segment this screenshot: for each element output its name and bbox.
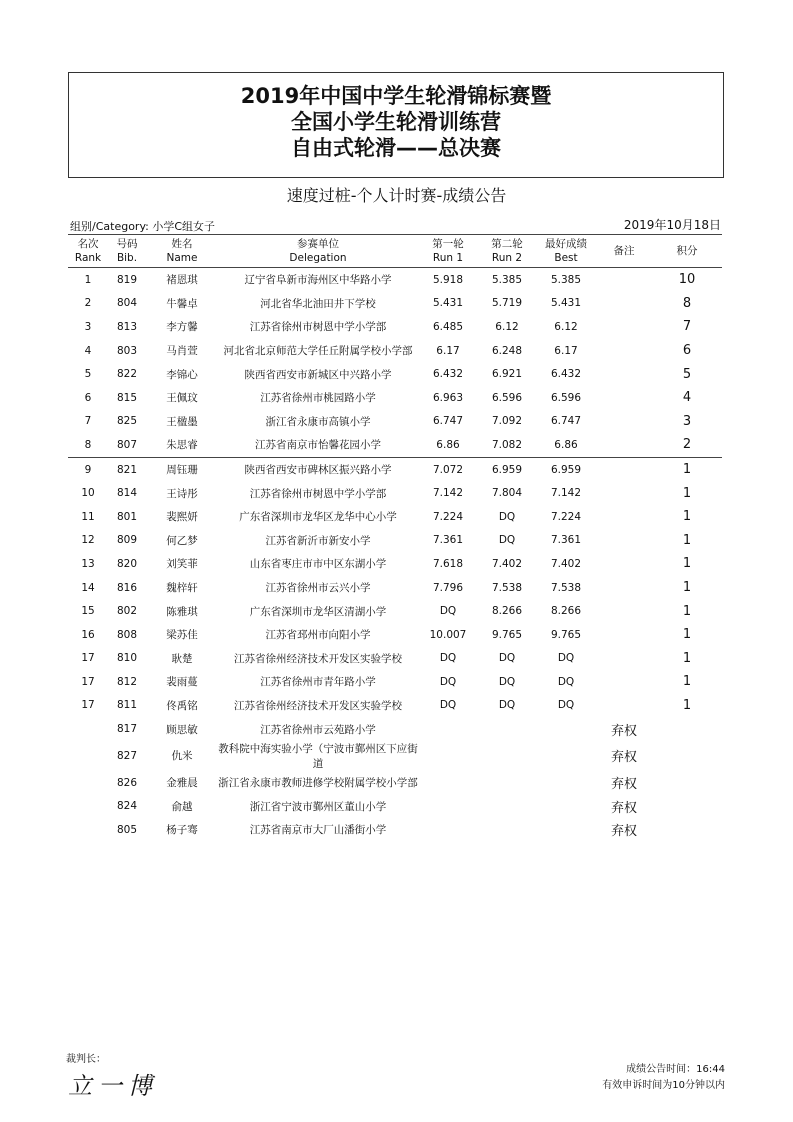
cell-delegation: 江苏省徐州市桃园路小学 [260,392,376,405]
cell-remark [596,362,652,386]
cell-best [536,771,596,795]
cell-rank: 17 [81,652,95,665]
cell-delegation: 江苏省徐州经济技术开发区实验学校 [234,652,402,665]
header-best: 最好成绩 Best [536,235,596,268]
cell-bib: 801 [116,510,138,523]
header-bib: 号码 Bib. [108,235,146,268]
cell-run2: DQ [498,675,516,688]
table-row [68,599,722,623]
cell-rank: 17 [81,699,95,712]
cell-name: 周钰珊 [166,464,198,477]
cell-rank: 12 [81,534,95,547]
cell-best: DQ [557,652,575,665]
cell-points [652,771,722,795]
cell-name: 俞越 [171,800,193,813]
category: 组别/Category: 小学C组女子 [70,220,216,233]
cell-best: DQ [557,699,575,712]
table-row [68,481,722,505]
cell-name: 佟禹铭 [166,699,198,712]
cell-delegation: 江苏省徐州市青年路小学 [260,676,376,689]
cell-run2: DQ [498,699,516,712]
cell-points: 3 [682,413,692,429]
cell-bib: 820 [116,557,138,570]
cell-remark [596,315,652,339]
cell-rank: 11 [81,510,95,523]
cell-name: 牛馨卓 [166,297,198,310]
results-table [68,234,722,842]
cell-delegation: 河北省北京师范大学任丘附属学校小学部 [223,345,413,358]
cell-remark: 弃权 [610,800,637,816]
header-rank: 名次 Rank [68,235,108,268]
cell-delegation: 广东省深圳市龙华区龙华中心小学 [239,511,397,524]
cell-run2: 9.765 [491,628,523,641]
cell-name: 李锦心 [166,368,198,381]
cell-delegation: 江苏省徐州经济技术开发区实验学校 [234,699,402,712]
title-line-1: 2019年中国中学生轮滑锦标赛暨 [240,84,552,108]
cell-delegation: 辽宁省阜新市海州区中华路小学 [244,274,392,287]
cell-run1: 6.747 [432,415,464,428]
cell-name: 王楹墨 [166,415,198,428]
cell-name: 耿楚 [171,652,193,665]
table-row [68,670,722,694]
cell-delegation: 江苏省徐州市树恩中学小学部 [249,321,387,334]
footer-notes [602,1062,725,1094]
cell-rank: 2 [84,297,92,310]
cell-best: 6.596 [550,391,582,404]
cell-delegation: 浙江省永康市高镇小学 [265,415,371,428]
cell-delegation: 江苏省徐州市云苑路小学 [260,723,376,736]
cell-points: 1 [682,603,692,619]
table-row [68,433,722,457]
cell-name: 何乙梦 [166,534,198,547]
cell-points: 1 [682,532,692,548]
cell-delegation: 陕西省西安市新城区中兴路小学 [244,368,392,381]
cell-run1 [418,818,478,842]
cell-rank: 14 [81,581,95,594]
cell-delegation: 广东省深圳市龙华区清湖小学 [249,605,387,618]
cell-name: 陈雅琪 [166,605,198,618]
table-header [68,235,722,268]
cell-run1: 6.485 [432,320,464,333]
judge-label: 裁判长： [66,1054,106,1065]
header-delegation: 参赛单位 Delegation [218,235,418,268]
cell-bib: 827 [116,749,138,762]
cell-delegation: 江苏省南京市大厂山潘街小学 [249,824,387,837]
cell-bib: 826 [116,776,138,789]
cell-points: 5 [682,366,692,382]
cell-best: 5.431 [550,297,582,310]
cell-run2: 7.538 [491,581,523,594]
cell-points: 8 [682,295,692,311]
cell-best: 8.266 [550,605,582,618]
cell-best: 7.361 [550,534,582,547]
cell-points: 1 [682,674,692,690]
cell-run1: 6.963 [432,391,464,404]
cell-name: 李方馨 [166,321,198,334]
cell-best: 7.142 [550,487,582,500]
cell-name: 王佩玟 [166,392,198,405]
cell-rank: 17 [81,675,95,688]
cell-remark [596,623,652,647]
cell-best [536,818,596,842]
cell-run2: 8.266 [491,605,523,618]
title-line-3: 自由式轮滑——总决赛 [291,136,501,160]
cell-bib: 812 [116,675,138,688]
cell-run2: 6.921 [491,368,523,381]
table-row [68,818,722,842]
cell-run2 [478,818,536,842]
cell-bib: 813 [116,320,138,333]
cell-rank: 7 [84,415,92,428]
cell-rank: 9 [84,463,92,476]
cell-remark [596,433,652,457]
table-row [68,292,722,316]
cell-name: 裴熙妍 [166,511,198,524]
cell-bib: 804 [116,297,138,310]
cell-delegation: 江苏省新沂市新安小学 [265,534,371,547]
cell-points: 2 [652,433,722,457]
cell-run1: DQ [439,605,457,618]
cell-best: 5.385 [550,273,582,286]
cell-bib: 817 [116,723,138,736]
cell-points [652,741,722,771]
cell-bib: 809 [116,534,138,547]
cell-points: 1 [682,580,692,596]
cell-run1: 5.918 [432,273,464,286]
cell-run1: 7.796 [432,581,464,594]
cell-run1: 7.142 [432,487,464,500]
table-row [68,410,722,434]
cell-points: 10 [678,272,696,288]
cell-remark [596,552,652,576]
header-points: 积分 [652,235,722,268]
header-name: 姓名 Name [146,235,218,268]
cell-bib: 821 [116,463,138,476]
cell-run1 [418,794,478,818]
cell-run1: 7.361 [432,534,464,547]
cell-points: 1 [682,650,692,666]
cell-remark [596,576,652,600]
cell-remark [596,386,652,410]
cell-run1: 5.431 [432,297,464,310]
cell-best [536,794,596,818]
cell-best: 7.224 [550,510,582,523]
cell-best: 6.12 [554,320,578,333]
cell-remark [596,339,652,363]
table-row [68,694,722,718]
cell-run2: DQ [498,652,516,665]
table-row [68,339,722,363]
cell-delegation: 教科院中海实验小学（宁波市鄞州区下应街道 [218,742,418,770]
cell-bib: 825 [116,415,138,428]
cell-bib: 807 [108,433,146,457]
cell-run1 [418,717,478,741]
cell-best [536,717,596,741]
date: 2019年10月18日 [623,218,721,232]
table-row [68,576,722,600]
cell-remark [596,410,652,434]
cell-rank: 4 [84,344,92,357]
cell-points: 1 [682,697,692,713]
cell-points: 1 [682,627,692,643]
cell-rank: 6 [84,391,92,404]
cell-name: 金雅晨 [166,777,198,790]
cell-remark: 弃权 [610,750,637,766]
cell-run2: 7.092 [491,415,523,428]
cell-run2: 6.248 [491,344,523,357]
cell-run2: 7.082 [478,433,536,457]
cell-run1: DQ [439,675,457,688]
cell-run2: 7.804 [491,487,523,500]
cell-rank: 10 [81,487,95,500]
cell-name: 马肖萱 [166,345,198,358]
table-row [68,362,722,386]
cell-best: DQ [557,675,575,688]
cell-bib: 824 [116,800,138,813]
cell-best: 6.747 [550,415,582,428]
cell-run1: 6.17 [436,344,460,357]
cell-best: 6.432 [550,368,582,381]
cell-rank: 5 [84,368,92,381]
cell-run2: 7.402 [491,557,523,570]
cell-remark [596,647,652,671]
cell-points: 1 [682,462,692,478]
cell-best: 7.402 [550,557,582,570]
cell-name: 顾思敏 [166,723,198,736]
table-row [68,268,722,292]
cell-delegation: 陕西省西安市碑林区振兴路小学 [244,464,392,477]
cell-run2: 6.12 [495,320,519,333]
table-row [68,794,722,818]
cell-name: 王诗彤 [166,487,198,500]
table-row [68,386,722,410]
cell-rank: 8 [68,433,108,457]
cell-run1: 7.072 [432,463,464,476]
cell-remark [596,529,652,553]
cell-best: 7.538 [550,581,582,594]
cell-run2: 5.719 [491,297,523,310]
cell-run2: 6.596 [491,391,523,404]
table-row [68,771,722,795]
table-row [68,741,722,771]
cell-name: 魏梓轩 [166,582,198,595]
cell-run1: 7.224 [432,510,464,523]
cell-remark [596,694,652,718]
table-row [68,505,722,529]
cell-name: 杨子骞 [166,824,198,837]
cell-bib: 808 [116,628,138,641]
header-run1: 第一轮 Run 1 [418,235,478,268]
cell-run2: DQ [498,510,516,523]
header-run2: 第二轮 Run 2 [478,235,536,268]
cell-best: 9.765 [550,628,582,641]
cell-bib: 815 [116,391,138,404]
cell-run1 [418,741,478,771]
cell-remark [596,292,652,316]
cell-run2 [478,794,536,818]
cell-delegation: 江苏省南京市怡馨花园小学 [218,433,418,457]
table-row [68,529,722,553]
cell-bib: 802 [116,605,138,618]
announce-time: 成绩公告时间：16:44 [626,1064,725,1075]
cell-rank: 13 [81,557,95,570]
cell-name: 仇米 [171,750,193,763]
cell-points: 6 [682,343,692,359]
cell-delegation: 浙江省永康市教师进修学校附属学校小学部 [218,777,418,790]
title-line-2: 全国小学生轮滑训练营 [291,110,501,134]
cell-delegation: 江苏省邳州市向阳小学 [265,629,371,642]
cell-remark: 弃权 [610,824,637,840]
cell-points: 7 [682,319,692,335]
cell-run2 [478,771,536,795]
cell-run2: 6.959 [491,463,523,476]
table-row [68,457,722,481]
cell-remark [596,670,652,694]
header-remark: 备注 [596,235,652,268]
cell-run1: DQ [439,652,457,665]
table-row [68,647,722,671]
cell-remark: 弃权 [610,723,637,739]
table-row [68,552,722,576]
cell-points [652,717,722,741]
cell-points: 1 [682,509,692,525]
cell-rank [68,818,108,842]
cell-run1: 10.007 [429,628,467,641]
cell-best: 6.17 [554,344,578,357]
cell-points [652,818,722,842]
cell-best [536,741,596,771]
cell-bib: 819 [116,273,138,286]
cell-bib: 810 [116,652,138,665]
cell-run2: DQ [498,534,516,547]
cell-rank: 16 [81,628,95,641]
cell-remark [596,505,652,529]
cell-bib: 803 [116,344,138,357]
cell-name: 梁苏佳 [166,629,198,642]
cell-rank [68,741,108,771]
cell-points [652,794,722,818]
cell-rank [68,771,108,795]
cell-bib: 814 [116,487,138,500]
judge-signature: 立一博 [68,1072,158,1100]
appeal-note: 有效申诉时间为10分钟以内 [602,1080,725,1091]
cell-name: 刘笑菲 [166,558,198,571]
cell-bib: 805 [116,823,138,836]
cell-delegation: 江苏省徐州市树恩中学小学部 [249,487,387,500]
cell-remark [596,599,652,623]
subtitle: 速度过桩-个人计时赛-成绩公告 [286,186,507,205]
cell-run2: 5.385 [491,273,523,286]
table-row [68,315,722,339]
cell-delegation: 浙江省宁波市鄞州区董山小学 [249,800,387,813]
cell-remark [596,481,652,505]
cell-run2 [478,717,536,741]
cell-delegation: 河北省华北油田井下学校 [260,297,376,310]
cell-run1: 6.432 [432,368,464,381]
cell-bib: 816 [116,581,138,594]
cell-best: 6.959 [550,463,582,476]
cell-delegation: 江苏省徐州市云兴小学 [265,582,371,595]
cell-points: 1 [682,485,692,501]
table-row [68,717,722,741]
cell-remark: 弃权 [610,777,637,793]
cell-run1: 7.618 [432,557,464,570]
cell-best: 6.86 [536,433,596,457]
cell-name: 裴雨蔓 [166,676,198,689]
cell-run1: 6.86 [418,433,478,457]
table-row [68,623,722,647]
cell-run1 [418,771,478,795]
cell-run2 [478,741,536,771]
cell-rank [68,717,108,741]
cell-remark [596,268,652,292]
title-box [68,72,724,178]
cell-bib: 822 [116,368,138,381]
cell-delegation: 山东省枣庄市市中区东湖小学 [249,558,387,571]
cell-name: 褚恩琪 [166,274,198,287]
cell-rank: 3 [84,320,92,333]
cell-rank [68,794,108,818]
cell-points: 4 [682,390,692,406]
cell-points: 1 [682,556,692,572]
cell-remark [596,457,652,481]
cell-bib: 811 [116,699,138,712]
cell-rank: 1 [84,273,92,286]
cell-run1: DQ [439,699,457,712]
cell-rank: 15 [81,605,95,618]
cell-name: 朱思睿 [146,433,218,457]
